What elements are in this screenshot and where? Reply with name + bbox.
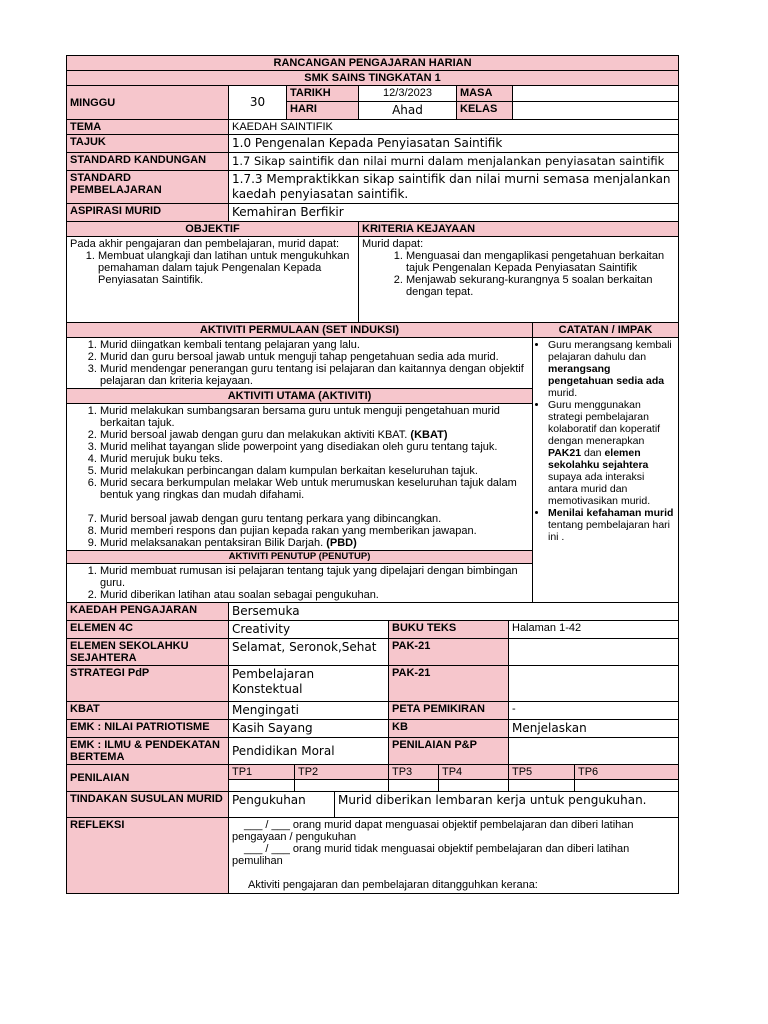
kaedah-value: Bersemuka	[229, 603, 679, 621]
tarikh-label: TARIKH	[287, 86, 359, 102]
kaedah-label: KAEDAH PENGAJARAN	[67, 603, 229, 621]
minggu-label: MINGGU	[67, 86, 229, 120]
kbat-value: Mengingati	[229, 702, 389, 720]
kriteria-intro: Murid dapat:	[362, 238, 424, 250]
kelas-label: KELAS	[457, 102, 513, 120]
utama-content	[67, 404, 533, 551]
hari-value: Ahad	[359, 102, 457, 120]
susulan-value-2: Murid diberikan lembaran kerja untuk pengukuhan.	[335, 792, 679, 818]
utama-item: 4. Murid merujuk buku teks.	[100, 453, 529, 465]
susulan-value-1: Pengukuhan	[229, 792, 335, 818]
catatan-label: CATATAN / IMPAK	[533, 323, 679, 338]
tp-cell: TP2	[295, 765, 389, 780]
pak21b-label: PAK-21	[389, 666, 509, 702]
masa-label: MASA	[457, 86, 513, 102]
susulan-label: TINDAKAN SUSULAN MURID	[67, 792, 229, 818]
penilaian-label: PENILAIAN	[67, 765, 229, 792]
pak21b-value	[509, 666, 679, 702]
strategi-value: Pembelajaran Konstektual	[229, 666, 389, 702]
sekolahku-value: Selamat, Seronok,Sehat	[229, 639, 389, 666]
header-table	[66, 55, 679, 222]
sekolahku-label: ELEMEN SEKOLAHKU SEJAHTERA	[67, 639, 229, 666]
sp-value: 1.7.3 Mempraktikkan sikap saintifik dan nilai murni semasa menjalankan kaedah penyiasatan saintifik.	[229, 171, 679, 204]
emk1-value: Kasih Sayang	[229, 720, 389, 738]
masa-value	[513, 86, 679, 102]
peta-label: PETA PEMIKIRAN	[389, 702, 509, 720]
peta-value: -	[509, 702, 679, 720]
tp-value-cell	[229, 780, 295, 792]
sp-label: STANDARD PEMBELAJARAN	[67, 171, 229, 204]
tajuk-label: TAJUK	[67, 135, 229, 153]
sk-value: 1.7 Sikap saintifik dan nilai murni dalam menjalankan penyiasatan saintifik	[229, 153, 679, 171]
refleksi-line: ___ / ___ orang murid dapat menguasai objektif pembelajaran dan diberi latihan pengayaan / pengukuhan	[232, 819, 634, 843]
emk2-value: Pendidikan Moral	[229, 738, 389, 765]
tp-value-cell	[509, 780, 575, 792]
permulaan-label: AKTIVITI PERMULAAN (SET INDUKSI)	[67, 323, 533, 338]
permulaan-item: 3. Murid mendengar penerangan guru tentang isi pelajaran dan kaitannya dengan objektif pelajaran dan kriteria kejayaan.	[100, 363, 529, 387]
objektif-table	[66, 221, 679, 323]
penutup-label: AKTIVITI PENUTUP (PENUTUP)	[67, 551, 533, 564]
bukuteks-value: Halaman 1-42	[509, 621, 679, 639]
plan-title: RANCANGAN PENGAJARAN HARIAN	[67, 56, 679, 71]
utama-item: 6. Murid secara berkumpulan melakar Web untuk merumuskan keseluruhan tajuk dalam bentuk yang ringkas dan mudah difahami.	[100, 477, 529, 501]
catatan-item: • Guru menggunakan strategi pembelajaran kolaboratif dan koperatif dengan menerapkan PAK21 dan elemen sekolahku sejahtera supaya ada interaksi antara murid dan memotivasikan murid.	[548, 399, 675, 507]
plan-subtitle: SMK SAINS TINGKATAN 1	[67, 71, 679, 86]
tp-cell: TP4	[439, 765, 509, 780]
tp-cell: TP1	[229, 765, 295, 780]
objektif-intro: Pada akhir pengajaran dan pembelajaran, murid dapat:	[70, 238, 340, 250]
utama-label: AKTIVITI UTAMA (AKTIVITI)	[67, 389, 533, 404]
tarikh-value: 12/3/2023	[359, 86, 457, 102]
hari-label: HARI	[287, 102, 359, 120]
tp-cell: TP6	[575, 765, 679, 780]
penutup-item: 2. Murid diberikan latihan atau soalan sebagai pengukuhan.	[100, 589, 529, 601]
kelas-value	[513, 102, 679, 120]
tp-cell: TP3	[389, 765, 439, 780]
utama-item: 7. Murid bersoal jawab dengan guru tentang perkara yang dibincangkan.	[100, 513, 529, 525]
utama-item: 8. Murid memberi respons dan pujian kepada rakan yang memberikan jawapan.	[100, 525, 529, 537]
catatan-content	[533, 338, 679, 603]
catatan-item: • Menilai kefahaman murid tentang pembelajaran hari ini .	[548, 507, 675, 543]
utama-item: 2. Murid bersoal jawab dengan guru dan melakukan aktiviti KBAT. (KBAT)	[100, 429, 529, 441]
utama-item: 3. Murid melihat tayangan slide powerpoint yang disediakan oleh guru tentang tajuk.	[100, 441, 529, 453]
penilaianpp-value	[509, 738, 679, 765]
bottom-table	[66, 602, 679, 894]
aktiviti-table	[66, 322, 679, 603]
kbat-label: KBAT	[67, 702, 229, 720]
tp-value-cell	[575, 780, 679, 792]
penutup-item: 1. Murid membuat rumusan isi pelajaran tentang tajuk yang dipelajari dengan bimbingan guru.	[100, 565, 529, 589]
refleksi-label: REFLEKSI	[67, 818, 229, 894]
kb-label: KB	[389, 720, 509, 738]
permulaan-item: 2. Murid dan guru bersoal jawab untuk menguji tahap pengetahuan sedia ada murid.	[100, 351, 529, 363]
objektif-label: OBJEKTIF	[67, 222, 359, 237]
kriteria-item: 1. Menguasai dan mengaplikasi pengetahuan berkaitan tajuk Pengenalan Kepada Penyiasatan Saintifik	[406, 250, 675, 274]
lesson-plan	[66, 55, 678, 894]
utama-item: 1. Murid melakukan sumbangsaran bersama guru untuk menguji pengetahuan murid berkaitan tajuk.	[100, 405, 529, 429]
refleksi-content	[229, 818, 679, 894]
utama-item: 9. Murid melaksanakan pentaksiran Bilik Darjah. (PBD)	[100, 537, 529, 549]
aspirasi-label: ASPIRASI MURID	[67, 204, 229, 222]
elemen4c-value: Creativity	[229, 621, 389, 639]
tp-cell: TP5	[509, 765, 575, 780]
pak21a-value	[509, 639, 679, 666]
strategi-label: STRATEGI PdP	[67, 666, 229, 702]
utama-item: 5. Murid melakukan perbincangan dalam kumpulan berkaitan keseluruhan tajuk.	[100, 465, 529, 477]
kriteria-label: KRITERIA KEJAYAAN	[359, 222, 679, 237]
kriteria-content	[359, 237, 679, 323]
emk1-label: EMK : NILAI PATRIOTISME	[67, 720, 229, 738]
sk-label: STANDARD KANDUNGAN	[67, 153, 229, 171]
tema-label: TEMA	[67, 120, 229, 135]
pak21a-label: PAK-21	[389, 639, 509, 666]
penutup-content	[67, 564, 533, 603]
permulaan-item: 1. Murid diingatkan kembali tentang pelajaran yang lalu.	[100, 339, 529, 351]
permulaan-content	[67, 338, 533, 389]
tp-value-cell	[389, 780, 439, 792]
penilaianpp-label: PENILAIAN P&P	[389, 738, 509, 765]
tp-value-cell	[439, 780, 509, 792]
objektif-item: 1. Membuat ulangkaji dan latihan untuk mengukuhkan pemahaman dalam tajuk Pengenalan Kepada Penyiasatan Saintifik.	[98, 250, 355, 286]
kriteria-item: 2. Menjawab sekurang-kurangnya 5 soalan berkaitan dengan tepat.	[406, 274, 675, 298]
refleksi-line: ___ / ___ orang murid tidak menguasai objektif pembelajaran dan diberi latihan pemulihan	[232, 843, 630, 867]
elemen4c-label: ELEMEN 4C	[67, 621, 229, 639]
minggu-value: 30	[229, 86, 287, 120]
kb-value: Menjelaskan	[509, 720, 679, 738]
aspirasi-value: Kemahiran Berfikir	[229, 204, 679, 222]
tp-value-cell	[295, 780, 389, 792]
catatan-item: • Guru merangsang kembali pelajaran dahulu dan merangsang pengetahuan sedia ada murid.	[548, 339, 675, 399]
objektif-content	[67, 237, 359, 323]
refleksi-line: Aktiviti pengajaran dan pembelajaran ditangguhkan kerana:	[248, 879, 538, 891]
emk2-label: EMK : ILMU & PENDEKATAN BERTEMA	[67, 738, 229, 765]
tajuk-value: 1.0 Pengenalan Kepada Penyiasatan Saintifik	[229, 135, 679, 153]
tema-value: KAEDAH SAINTIFIK	[229, 120, 679, 135]
bukuteks-label: BUKU TEKS	[389, 621, 509, 639]
